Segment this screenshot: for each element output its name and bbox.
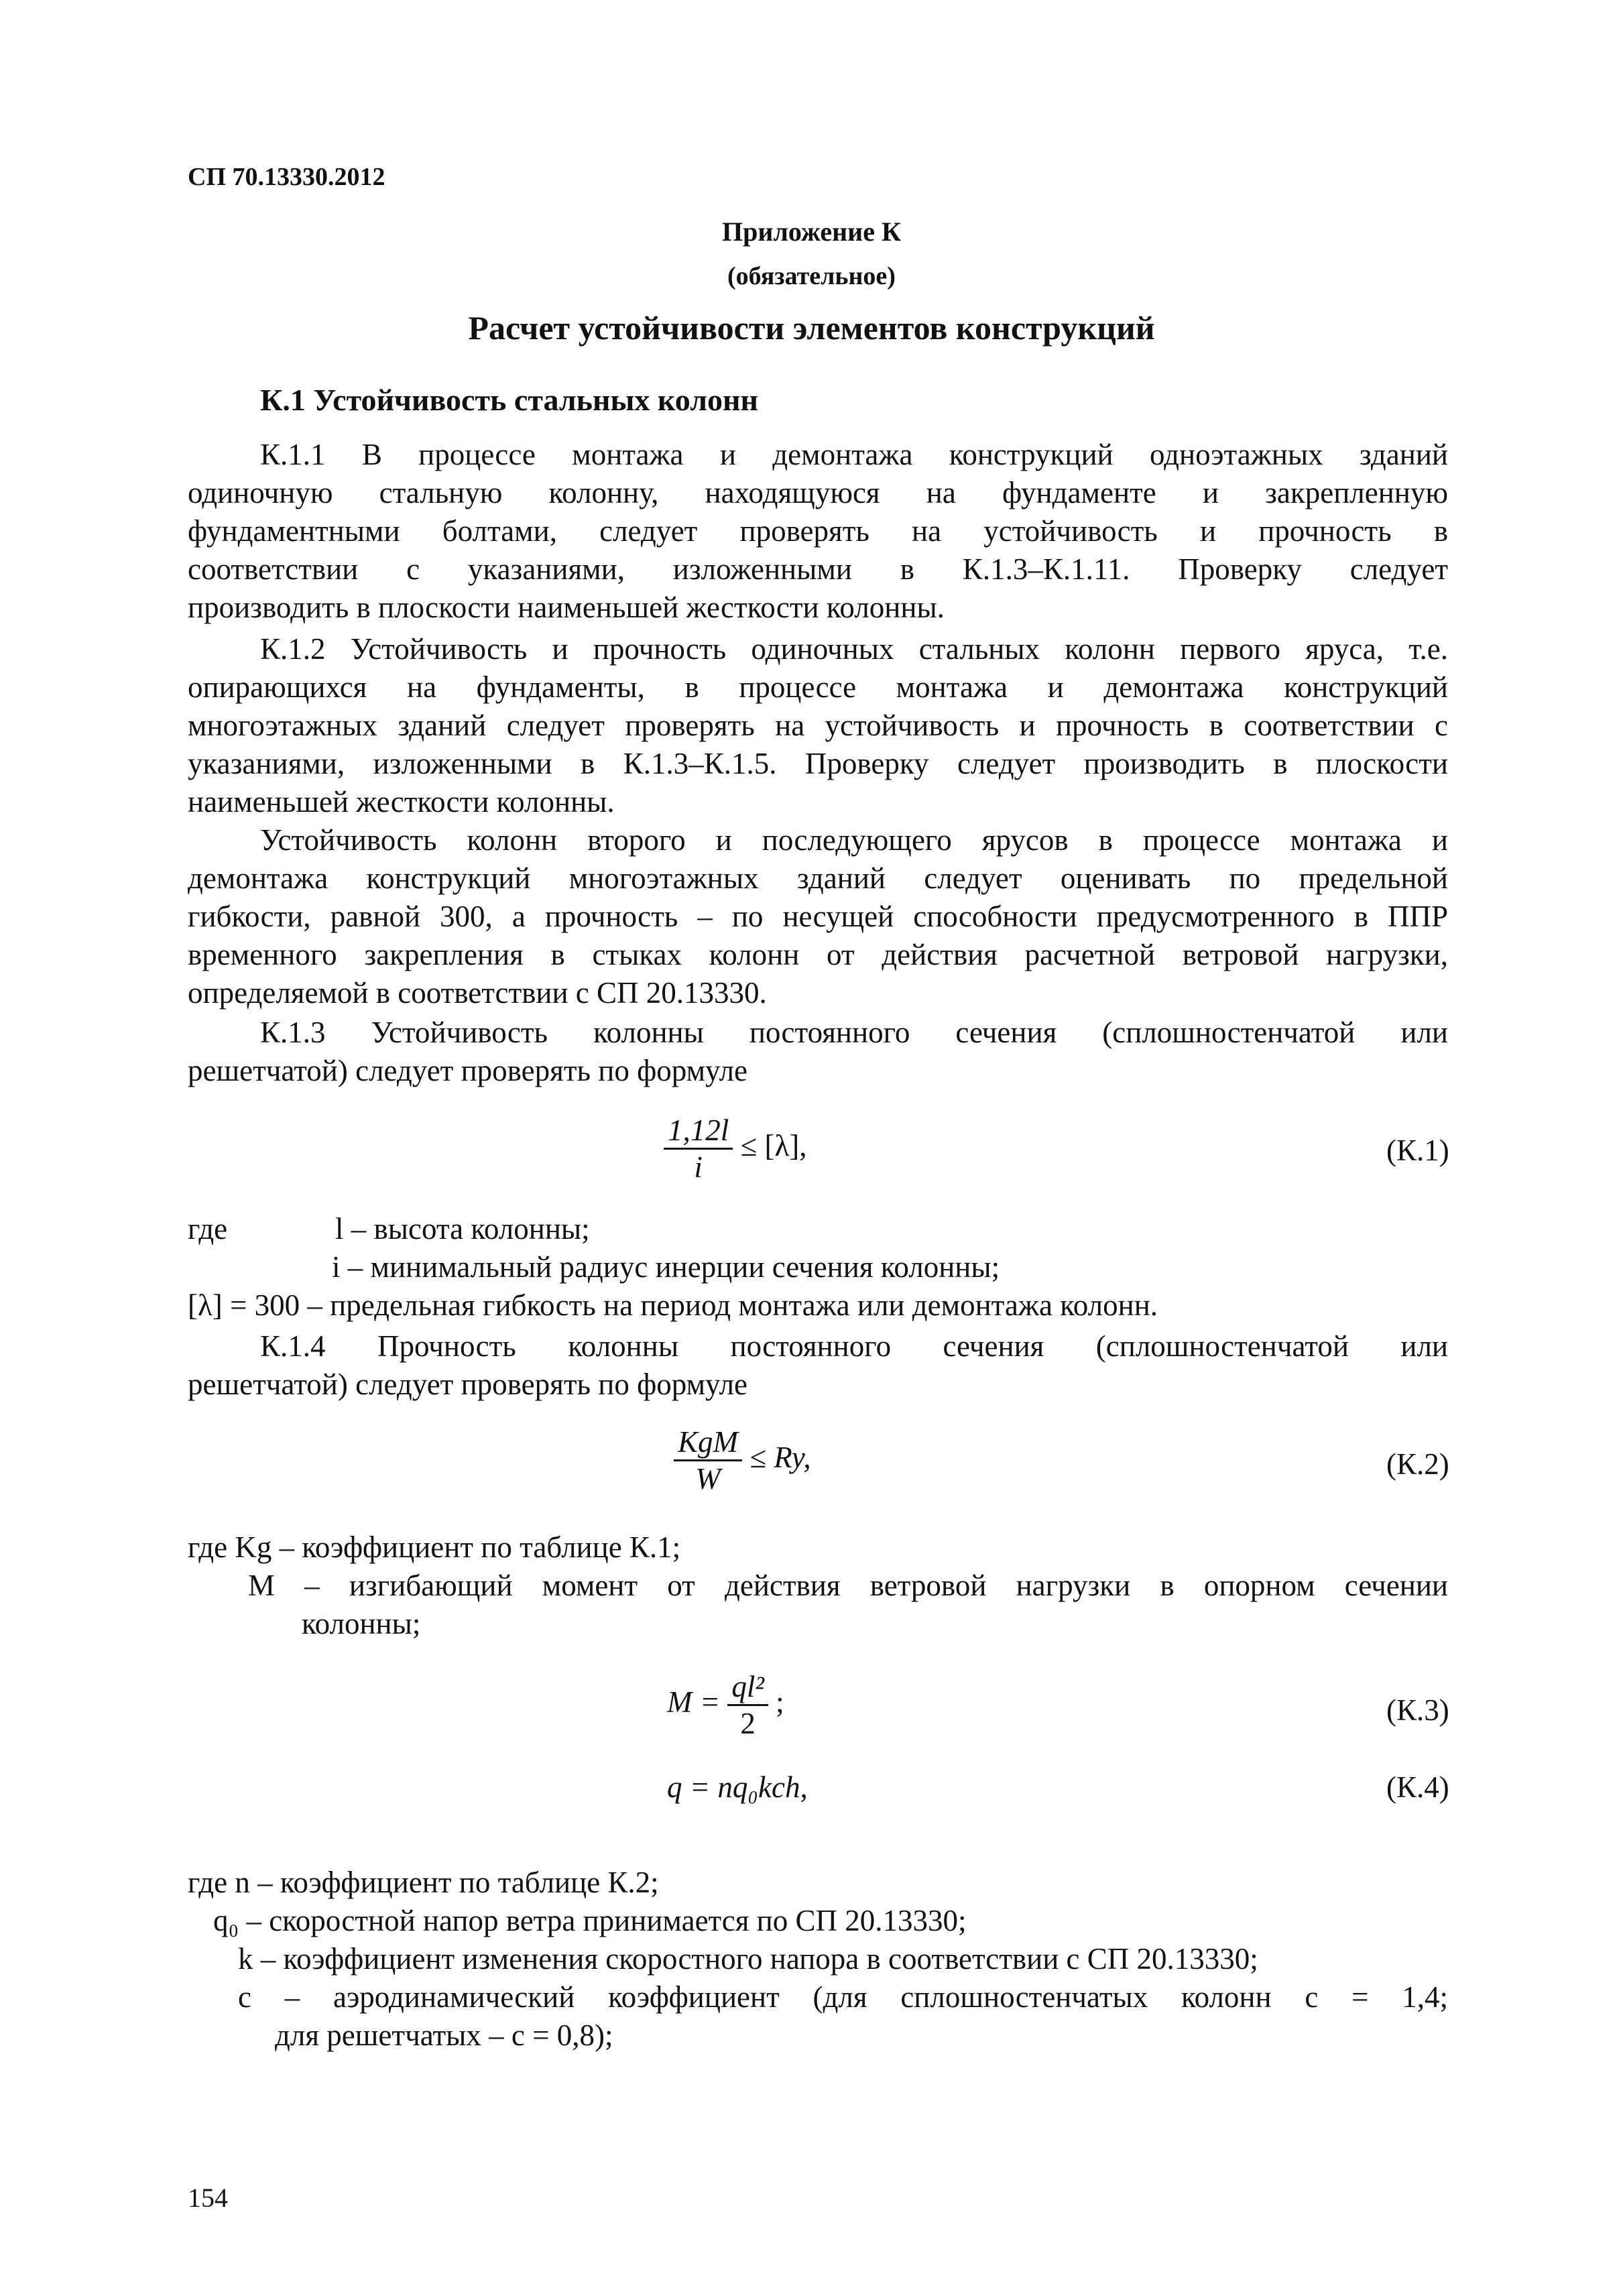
fraction: [674, 1425, 742, 1496]
paragraph-line: одиночную стальную колонну, находящуюся на фундаменте и закрепленную: [188, 476, 1448, 509]
fraction-denominator: 2: [740, 1707, 756, 1740]
paragraph-line: демонтажа конструкций многоэтажных зданий следует оценивать по предельной: [188, 861, 1448, 895]
paragraph-line: решетчатой) следует проверять по формуле: [188, 1368, 748, 1401]
definition-m-continued: колонны;: [302, 1607, 421, 1640]
definition-kg: где Kg – коэффициент по таблице К.1;: [188, 1530, 681, 1564]
equation-number: (К.3): [1386, 1693, 1449, 1727]
definition-l: l – высота колонны;: [335, 1212, 590, 1246]
section-title-k1: К.1 Устойчивость стальных колонн: [260, 383, 759, 417]
definition-c-continued: для решетчатых – c = 0,8);: [275, 2018, 613, 2052]
fraction: [727, 1669, 768, 1741]
fraction-numerator: KgM: [674, 1425, 742, 1461]
paragraph-k14: [188, 1327, 1448, 1404]
where-word: где: [188, 1212, 228, 1246]
paragraph-second-tier: [188, 821, 1448, 1012]
formula-k4: q = nq₀kch,: [667, 1770, 808, 1804]
paragraph-line: временного закрепления в стыках колонн от действия расчетной ветровой нагрузки,: [188, 938, 1448, 971]
definition-c: c – аэродинамический коэффициент (для сплошностенчатых колонн c = 1,4;: [238, 1980, 1448, 2014]
main-title: Расчет устойчивости элементов конструкций: [468, 309, 1155, 347]
formula-lhs: M =: [667, 1685, 721, 1719]
formula-k1: [664, 1113, 807, 1185]
equation-number: (К.2): [1386, 1447, 1449, 1481]
appendix-title: Приложение К: [722, 217, 901, 247]
definition-m: M – изгибающий момент от действия ветровой нагрузки в опорном сечении: [248, 1569, 1448, 1602]
paragraph-k13: [188, 1014, 1448, 1090]
document-code: СП 70.13330.2012: [188, 163, 385, 191]
fraction: [664, 1113, 733, 1185]
paragraph-line: Устойчивость колонн второго и последующего ярусов в процессе монтажа и: [260, 823, 1448, 857]
paragraph-k11: [188, 436, 1448, 627]
paragraph-line: наименьшей жесткости колонны.: [188, 785, 615, 819]
definition-lambda: [λ] = 300 – предельная гибкость на период монтажа или демонтажа колонн.: [188, 1288, 1158, 1322]
paragraph-k12: [188, 630, 1448, 821]
paragraph-line: производить в плоскости наименьшей жесткости колонны.: [188, 591, 945, 624]
formula-k3: [667, 1669, 784, 1741]
paragraph-line: К.1.2 Устойчивость и прочность одиночных стальных колонн первого яруса, т.е.: [260, 632, 1448, 666]
paragraph-line: многоэтажных зданий следует проверять на устойчивость и прочность в соответствии с: [188, 709, 1448, 742]
definition-n: где n – коэффициент по таблице К.2;: [188, 1866, 659, 1899]
formula-rhs: ;: [776, 1685, 784, 1719]
fraction-denominator: W: [695, 1462, 721, 1496]
paragraph-line: К.1.3 Устойчивость колонны постоянного сечения (сплошностенчатой или: [260, 1016, 1448, 1049]
definition-k: k – коэффициент изменения скоростного напора в соответствии с СП 20.13330;: [238, 1942, 1258, 1976]
paragraph-line: К.1.1 В процессе монтажа и демонтажа конструкций одноэтажных зданий: [260, 438, 1448, 471]
definition-i: i – минимальный радиус инерции сечения колонны;: [332, 1250, 1000, 1284]
paragraph-line: решетчатой) следует проверять по формуле: [188, 1054, 748, 1087]
paragraph-line: гибкости, равной 300, а прочность – по несущей способности предусмотренного в ППР: [188, 900, 1448, 933]
paragraph-line: К.1.4 Прочность колонны постоянного сечения (сплошностенчатой или: [260, 1329, 1448, 1363]
fraction-numerator: ql²: [727, 1669, 768, 1706]
paragraph-line: определяемой в соответствии с СП 20.13330.: [188, 976, 767, 1010]
fraction-numerator: 1,12l: [664, 1113, 733, 1150]
formula-rhs: ≤ [λ],: [740, 1128, 807, 1162]
paragraph-line: опирающихся на фундаменты, в процессе монтажа и демонтажа конструкций: [188, 670, 1448, 704]
paragraph-line: указаниями, изложенными в К.1.3–К.1.5. Проверку следует производить в плоскости: [188, 747, 1448, 780]
paragraph-line: фундаментными болтами, следует проверять на устойчивость и прочность в: [188, 514, 1448, 548]
fraction-denominator: i: [694, 1150, 703, 1184]
definition-q0: q₀ – скоростной напор ветра принимается по СП 20.13330;: [213, 1904, 967, 1937]
formula-rhs: ≤ Ry,: [749, 1440, 811, 1474]
appendix-status: (обязательное): [727, 262, 896, 290]
equation-number: (К.4): [1386, 1770, 1449, 1804]
formula-k2: [674, 1425, 811, 1496]
page-number: 154: [188, 2183, 228, 2213]
paragraph-line: соответствии с указаниями, изложенными в К.1.3–К.1.11. Проверку следует: [188, 552, 1448, 586]
equation-number: (К.1): [1386, 1134, 1449, 1167]
